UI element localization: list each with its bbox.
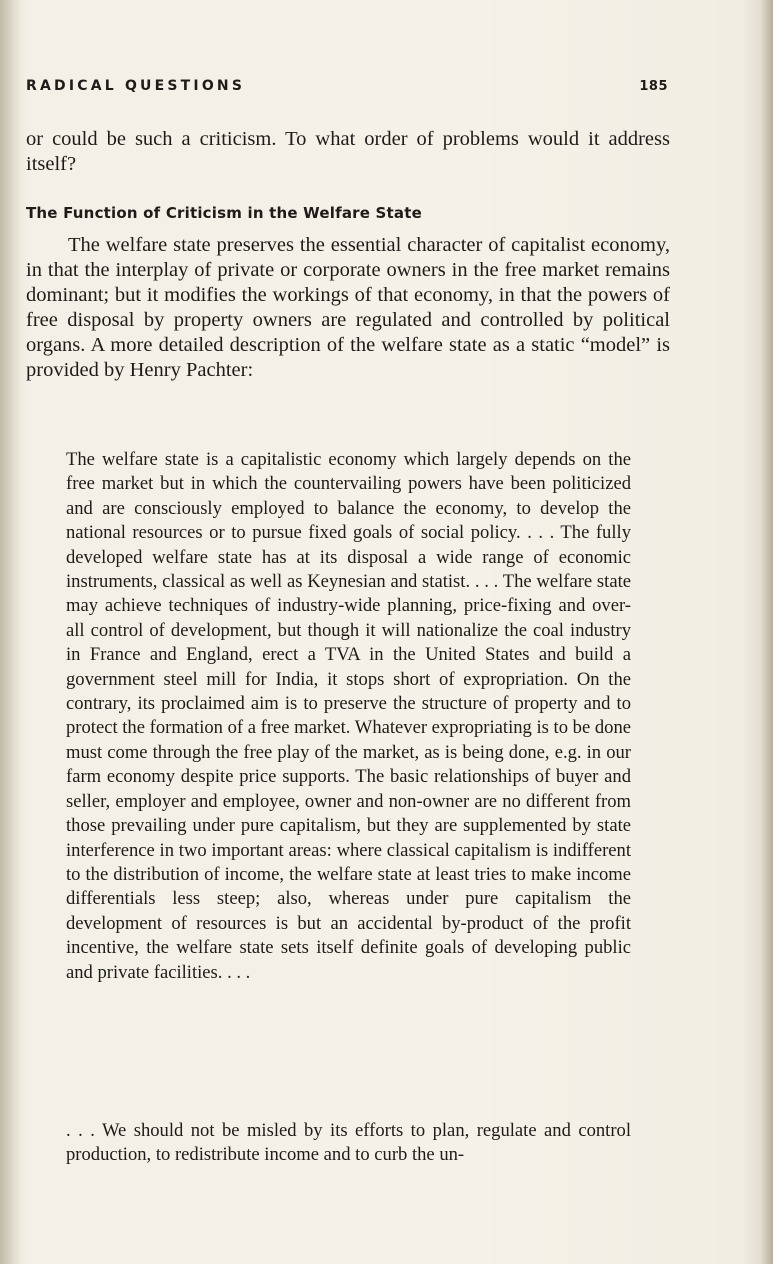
page-number: 185 [639,79,668,94]
running-head-title: RADICAL QUESTIONS [26,78,246,94]
section-heading: The Function of Criticism in the Welfare State [26,204,422,222]
intro-paragraph: or could be such a criticism. To what order of problems would it address itself? [26,128,670,175]
running-head [26,78,668,94]
main-paragraph: The welfare state preserves the essential character of capitalist economy, in that the interplay of private or corporate owners in the free market remains dominant; but it modifies the workings of that economy, in that the powers of free disposal by property owners are regulated and controlled by political organs. A more detailed description of the welfare state as a static “model” is provided by Henry Pachter: [26,234,670,381]
block-quote-paragraph-1: The welfare state is a capitalistic economy which largely depends on the free market but in which the countervailing powers have been politicized and are consciously employed to balance the economy, to develop the national resources or to pursue fixed goals of social policy. . . . The fully developed welfare state has at its disposal a wide range of economic instruments, classical as well as Keynesian and statist. . . . The welfare state may achieve techniques of industry-wide planning, price-fixing and over-all control of development, but though it will nationalize the coal industry in France and England, erect a TVA in the United States and build a government steel mill for India, it stops short of expropriation. On the contrary, its proclaimed aim is to preserve the structure of property and to protect the formation of a free market. Whatever expropriating is to be done must come through the free play of the market, as is being done, e.g. in our farm economy despite price supports. The basic relationships of buyer and seller, employer and employee, owner and non-owner are no different from those prevailing under pure capitalism, but they are supplemented by state interference in two important areas: where classical capitalism is indifferent to the distribution of income, the welfare state at least tries to make income differentials less steep; also, whereas under pure capitalism the development of resources is but an accidental by-product of the profit incentive, the welfare state sets itself definite goals of developing public and private facilities. . . . [66,449,631,983]
page-edge-shadow [761,0,773,1264]
block-quote-paragraph-2: . . . We should not be misled by its efforts to plan, regulate and control production, to redistribute income and to curb the un- [66,1120,631,1166]
page-gutter-shadow [0,0,22,1264]
